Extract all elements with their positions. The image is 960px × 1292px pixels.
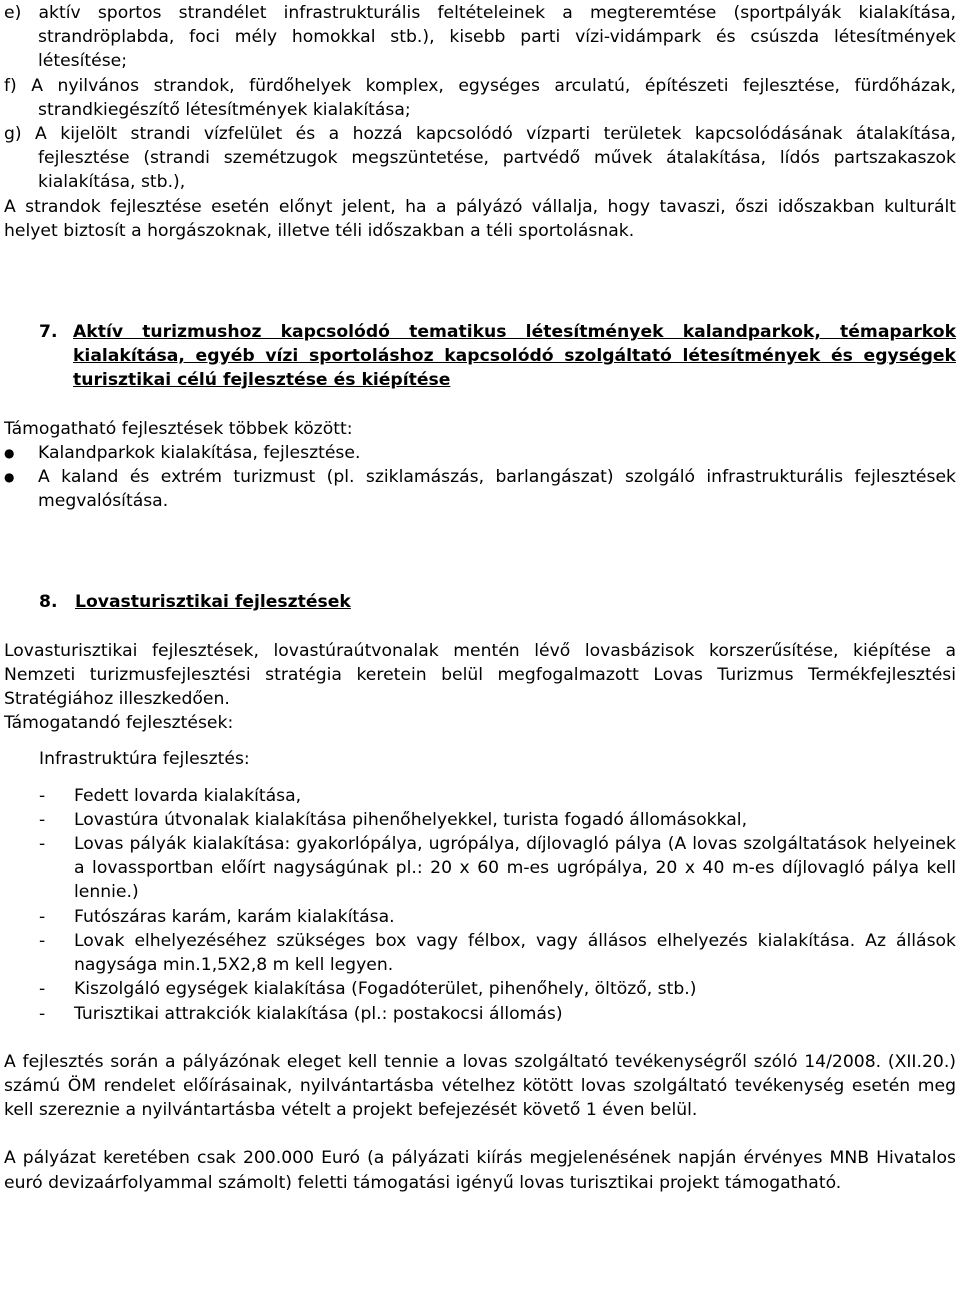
list-item xyxy=(4,441,956,465)
bullet-icon: ● xyxy=(4,445,15,460)
list-item xyxy=(4,1002,956,1026)
section-7-number: 7. xyxy=(39,322,58,343)
bullet-icon: ● xyxy=(4,470,15,485)
dash-icon: - xyxy=(39,785,46,806)
dash-text: Lovak elhelyezéséhez szükséges box vagy félbox, vagy állásos elhelyezés kialakítása. Az állások nagysága min.1,5X2,8 m kell legyen. xyxy=(74,930,956,976)
strand-note: A strandok fejlesztése esetén előnyt jelent, ha a pályázó vállalja, hogy tavaszi, őszi időszakban kulturált helyet biztosít a horgászoknak, illetve téli időszakban a téli sportolásnak. xyxy=(4,196,956,241)
dash-icon: - xyxy=(39,979,46,1000)
list-item xyxy=(4,832,956,905)
infra-label: Infrastruktúra fejlesztés: xyxy=(39,749,250,770)
list-item xyxy=(4,784,956,808)
bullet-text: A kaland és extrém turizmust (pl. sziklamászás, barlangászat) szolgáló infrastrukturális fejlesztések megvalósítása. xyxy=(38,467,956,512)
dash-text: Futószáras karám, karám kialakítása. xyxy=(74,906,395,927)
section-7-title: Aktív turizmushoz kapcsolódó tematikus létesítmények kalandparkok, témaparkok kialakítása, egyéb vízi sportoláshoz kapcsolódó szolgáltató létesítmények és egységek turisztikai célú fejlesztése és kiépítése xyxy=(73,322,956,391)
list-item xyxy=(4,465,956,513)
dash-text: Lovastúra útvonalak kialakítása pihenőhelyekkel, turista fogadó állomásokkal, xyxy=(74,809,748,830)
item-e: e) aktív sportos strandélet infrastrukturális feltételeinek a megteremtése (sportpályák kialakítása, strandröplabda, foci mély homokkal stb.), kisebb parti vízi-vidámpark és csúszda létesítmények létesítése; xyxy=(4,3,956,72)
section-8-title: Lovasturisztikai fejlesztések xyxy=(75,592,351,613)
dash-icon: - xyxy=(39,906,46,927)
dash-text: Lovas pályák kialakítása: gyakorlópálya, ugrópálya, díjlovagló pálya (A lovas szolgáltatások helyeinek a lovassportban előírt nagyságúnak pl.: 20 x 60 m-es ugrópálya, 20 x 40 m-es díjlovagló pálya kell lennie.) xyxy=(74,834,956,903)
list-item xyxy=(4,905,956,929)
section-8-intro: Lovasturisztikai fejlesztések, lovastúraútvonalak mentén lévő lovasbázisok korszerűsítése, kiépítése a Nemzeti turizmusfejlesztési stratégia keretein belül megfogalmazott Lovas Turizmus Termékfejlesztési Stratégiához illeszkedően. xyxy=(4,640,956,710)
item-f: f) A nyilvános strandok, fürdőhelyek komplex, egységes arculatú, építészeti fejlesztése, fürdőházak, strandkiegészítő létesítmények kialakítása; xyxy=(4,75,956,120)
dash-icon: - xyxy=(39,809,46,830)
dash-icon: - xyxy=(39,1003,46,1024)
section-7-bullet-list xyxy=(4,441,956,514)
section-8-heading xyxy=(4,590,956,614)
dash-text: Turisztikai attrakciók kialakítása (pl.: postakocsi állomás) xyxy=(74,1003,563,1024)
section-8-limit: A pályázat keretében csak 200.000 Euró (a pályázati kiírás megjelenésének napján érvényes MNB Hivatalos euró devizaárfolyammal számolt) feletti támogatási igényű lovas turisztikai projekt támogatható. xyxy=(4,1148,956,1193)
section-7-intro: Támogatható fejlesztések többek között: xyxy=(4,418,353,439)
supported-label: Támogatandó fejlesztések: xyxy=(4,713,234,734)
dash-text: Kiszolgáló egységek kialakítása (Fogadóterület, pihenőhely, öltöző, stb.) xyxy=(74,979,697,1000)
list-item xyxy=(4,808,956,832)
item-g: g) A kijelölt strandi vízfelület és a hozzá kapcsolódó vízparti területek kapcsolódásának átalakítása, fejlesztése (strandi szemétzugok megszüntetése, partvédő művek átalakítása, lídós partszakaszok kialakítása, stb.), xyxy=(4,124,956,193)
section-8-number: 8. xyxy=(39,592,58,613)
dash-icon: - xyxy=(39,930,46,951)
dash-text: Fedett lovarda kialakítása, xyxy=(74,785,302,806)
section-8-condition: A fejlesztés során a pályázónak eleget kell tennie a lovas szolgáltató tevékenységről szóló 14/2008. (XII.20.) számú ÖM rendelet előírásainak, nyilvántartásba vételhez kötött lovas szolgáltató tevékenység esetén meg kell szereznie a nyilvántartásba vételt a projekt befejezését követő 1 éven belül. xyxy=(4,1051,956,1121)
bullet-text: Kalandparkok kialakítása, fejlesztése. xyxy=(38,442,361,463)
list-item xyxy=(4,929,956,977)
infra-dash-list xyxy=(4,784,956,1026)
dash-icon: - xyxy=(39,834,46,855)
list-item xyxy=(4,977,956,1001)
section-7-heading xyxy=(4,320,956,393)
